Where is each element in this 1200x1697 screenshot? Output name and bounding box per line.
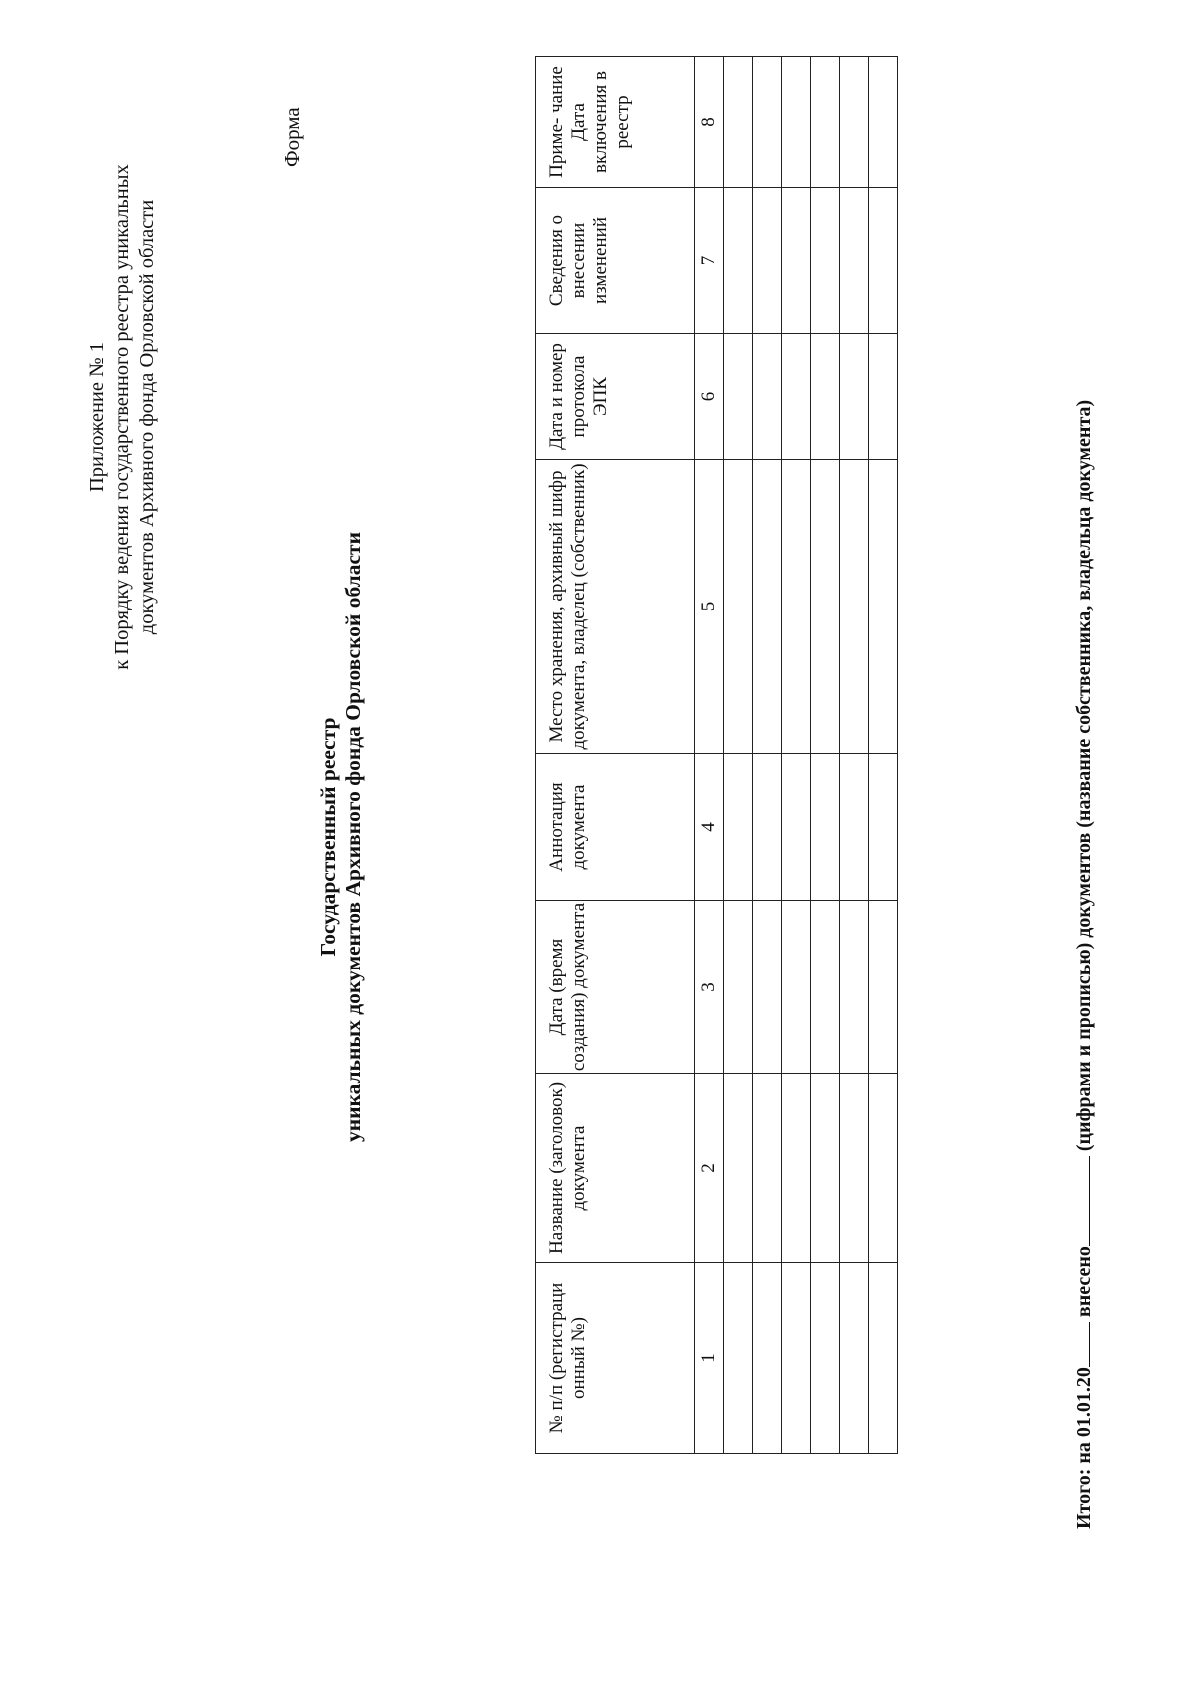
column-number: 4: [695, 754, 724, 901]
table-cell: [782, 57, 811, 188]
table-header-row: [536, 57, 695, 1454]
table-cell: [753, 901, 782, 1074]
column-number: 3: [695, 901, 724, 1074]
total-prefix: Итого: на 01.01.20: [1073, 1367, 1095, 1529]
table-cell: [753, 460, 782, 754]
table-cell: [811, 901, 840, 1074]
table-cell: [840, 57, 869, 188]
appendix-reference-cont: документов Архивного фонда Орловской области: [136, 199, 158, 635]
header-col-8: Приме- чание Дата включения в реестр: [536, 57, 695, 188]
count-blank: [1088, 1156, 1090, 1246]
table-row: [753, 57, 782, 1454]
header-col-1: № п/п (регистраци онный №): [536, 1263, 695, 1454]
header-col-4: Аннотация документа: [536, 754, 695, 901]
appendix-block: [85, 92, 160, 742]
table-cell: [724, 188, 753, 334]
column-number: 8: [695, 57, 724, 188]
table-cell: [811, 334, 840, 460]
table-cell: [869, 754, 898, 901]
column-numbers-row: [695, 57, 724, 1454]
table-cell: [869, 334, 898, 460]
table-cell: [811, 460, 840, 754]
table-cell: [840, 901, 869, 1074]
column-number: 2: [695, 1074, 724, 1263]
table-cell: [724, 1074, 753, 1263]
table-cell: [811, 188, 840, 334]
header-col-2: Название (заголовок) документа: [536, 1074, 695, 1263]
table-cell: [869, 1074, 898, 1263]
table-cell: [753, 1263, 782, 1454]
appendix-number: Приложение № 1: [86, 341, 108, 493]
table-cell: [782, 460, 811, 754]
table-cell: [840, 188, 869, 334]
year-blank: [1088, 1322, 1090, 1367]
table-cell: [724, 901, 753, 1074]
table-cell: [811, 1074, 840, 1263]
table-cell: [753, 57, 782, 188]
table-cell: [782, 334, 811, 460]
total-middle: внесено: [1073, 1246, 1095, 1318]
table-cell: [753, 1074, 782, 1263]
header-col-3: Дата (время создания) документа: [536, 901, 695, 1074]
table-cell: [869, 901, 898, 1074]
table-cell: [724, 754, 753, 901]
table-cell: [840, 754, 869, 901]
total-line: [1073, 400, 1096, 1529]
column-number: 1: [695, 1263, 724, 1454]
header-col-5: Место хранения, архивный шифр документа, владелец (собственник): [536, 460, 695, 754]
table-cell: [869, 460, 898, 754]
appendix-reference: к Порядку ведения государственного реестра уникальных: [111, 164, 133, 670]
page-title: [316, 487, 366, 1187]
table-row: [782, 57, 811, 1454]
table-cell: [840, 1074, 869, 1263]
table-cell: [782, 188, 811, 334]
column-number: 7: [695, 188, 724, 334]
table-cell: [724, 1263, 753, 1454]
table-cell: [869, 188, 898, 334]
table-cell: [782, 901, 811, 1074]
total-suffix: (цифрами и прописью) документов (название собственника, владельца документа): [1073, 399, 1095, 1152]
registry-table: [535, 56, 898, 1454]
table-cell: [811, 57, 840, 188]
table-cell: [782, 1074, 811, 1263]
table-cell: [811, 754, 840, 901]
header-col-7: Сведения о внесении изменений: [536, 188, 695, 334]
table-cell: [753, 334, 782, 460]
title-line-2: уникальных документов Архивного фонда Орловской области: [341, 532, 365, 1142]
table-cell: [724, 460, 753, 754]
table-row: [811, 57, 840, 1454]
title-line-1: Государственный реестр: [316, 717, 340, 957]
table-cell: [724, 334, 753, 460]
header-col-6: Дата и номер протокола ЭПК: [536, 334, 695, 460]
table-cell: [840, 334, 869, 460]
table-row: [840, 57, 869, 1454]
table-cell: [869, 57, 898, 188]
table-cell: [782, 1263, 811, 1454]
table-cell: [782, 754, 811, 901]
column-number: 5: [695, 460, 724, 754]
table-cell: [840, 1263, 869, 1454]
table-cell: [840, 460, 869, 754]
table-cell: [724, 57, 753, 188]
table-cell: [753, 754, 782, 901]
table-cell: [811, 1263, 840, 1454]
table-cell: [753, 188, 782, 334]
form-label: Форма: [280, 107, 304, 167]
table-row: [869, 57, 898, 1454]
table-cell: [869, 1263, 898, 1454]
table-row: [724, 57, 753, 1454]
column-number: 6: [695, 334, 724, 460]
